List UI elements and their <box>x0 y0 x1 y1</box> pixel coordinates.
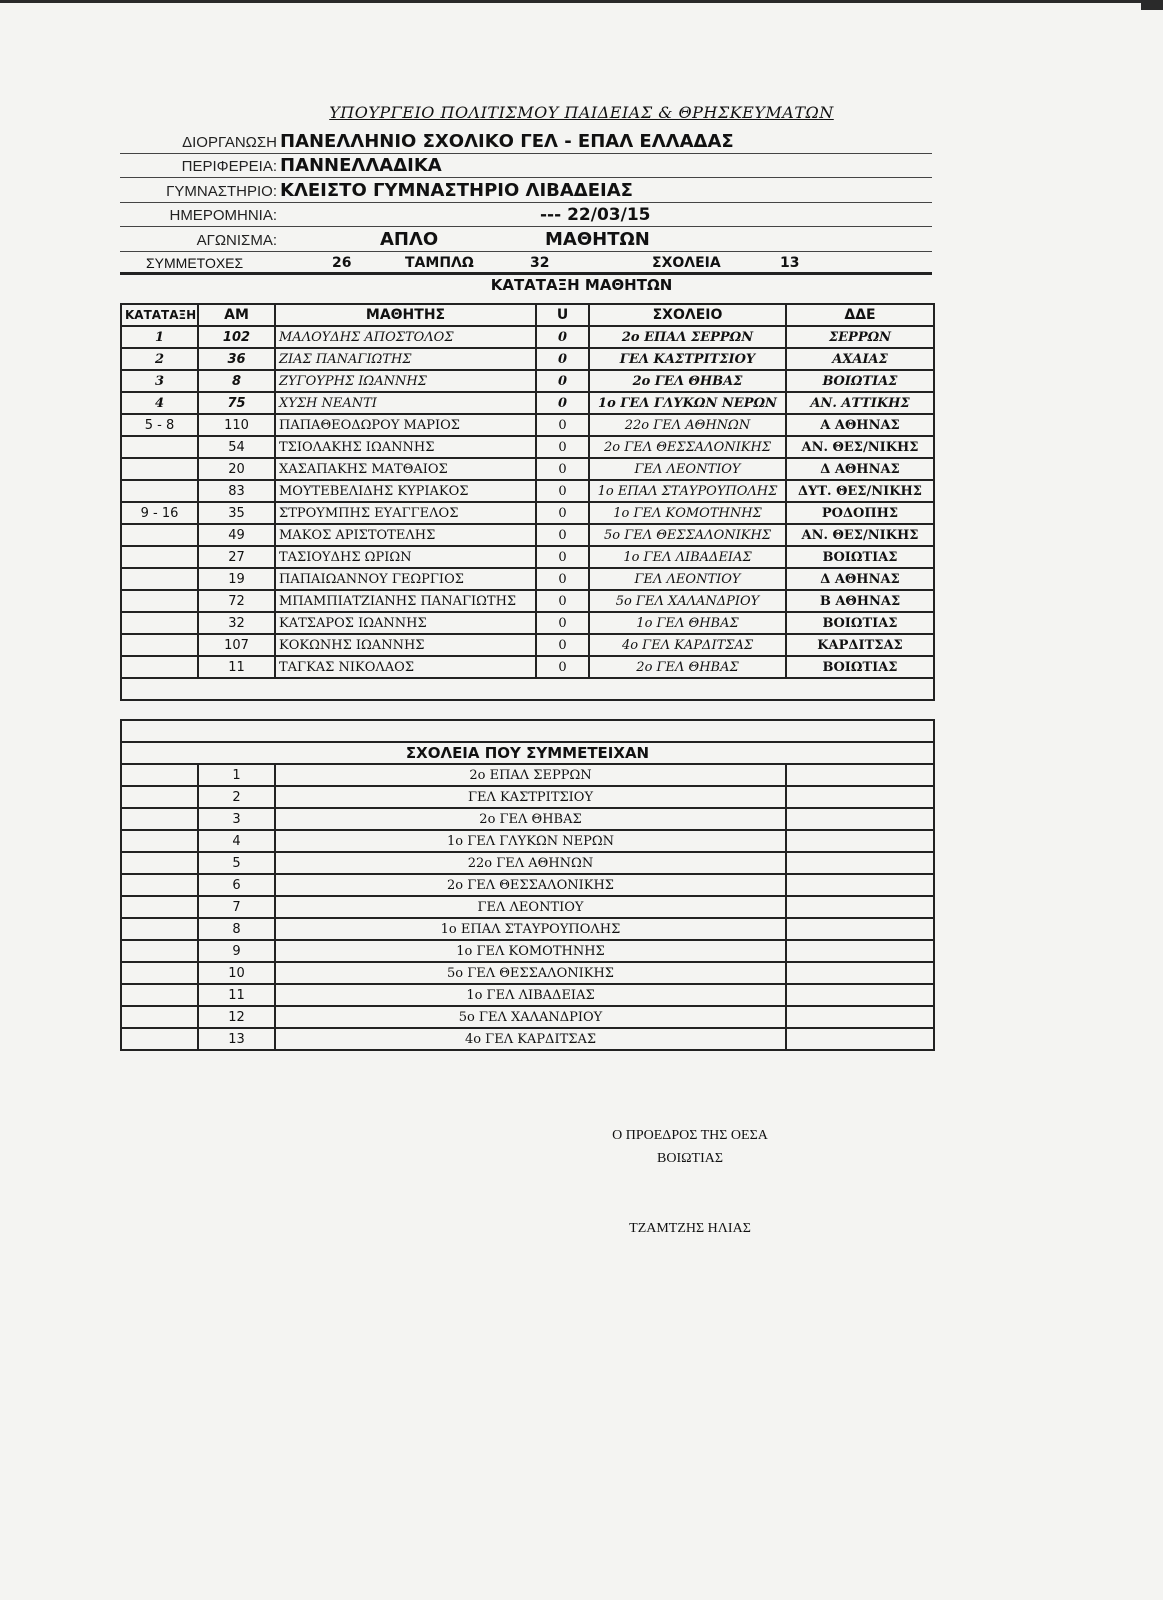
date-value: --- 22/03/15 <box>540 205 651 225</box>
school-number: 2 <box>198 786 275 808</box>
school-number: 3 <box>198 808 275 830</box>
col-header-student: ΜΑΘΗΤΗΣ <box>275 304 536 326</box>
rank-cell <box>121 568 198 590</box>
am-cell: 83 <box>198 480 275 502</box>
school-cell: 2ο ΓΕΛ ΘΗΒΑΣ <box>589 656 786 678</box>
ranking-row <box>121 392 934 414</box>
school-name: ΓΕΛ ΛΕΟΝΤΙΟΥ <box>275 896 786 918</box>
u-cell: 0 <box>536 546 589 568</box>
rank-cell: 4 <box>121 392 198 414</box>
ranking-row <box>121 546 934 568</box>
student-name-cell: ΠΑΠΑΘΕΟΔΩΡΟΥ ΜΑΡΙΟΣ <box>275 414 536 436</box>
am-cell: 102 <box>198 326 275 348</box>
header-region-row <box>120 153 932 178</box>
rank-cell: 1 <box>121 326 198 348</box>
school-cell: 1ο ΓΕΛ ΘΗΒΑΣ <box>589 612 786 634</box>
schools-count-value: 13 <box>780 255 800 271</box>
school-list-row <box>121 940 934 962</box>
rank-cell: 3 <box>121 370 198 392</box>
school-extra-cell <box>786 1028 934 1050</box>
event-type: ΑΠΛΟ <box>380 229 439 250</box>
dde-cell: ΔΥΤ. ΘΕΣ/ΝΙΚΗΣ <box>786 480 934 502</box>
ranking-row <box>121 590 934 612</box>
am-cell: 35 <box>198 502 275 524</box>
student-name-cell: ΖΥΓΟΥΡΗΣ ΙΩΑΝΝΗΣ <box>275 370 536 392</box>
student-name-cell: ΜΑΚΟΣ ΑΡΙΣΤΟΤΕΛΗΣ <box>275 524 536 546</box>
school-blank-cell <box>121 808 198 830</box>
am-cell: 49 <box>198 524 275 546</box>
ranking-row <box>121 568 934 590</box>
school-extra-cell <box>786 764 934 786</box>
student-name-cell: ΚΟΚΩΝΗΣ ΙΩΑΝΝΗΣ <box>275 634 536 656</box>
school-number: 4 <box>198 830 275 852</box>
dde-cell: ΒΟΙΩΤΙΑΣ <box>786 370 934 392</box>
header-gym-row <box>120 178 932 203</box>
student-name-cell: ΧΑΣΑΠΑΚΗΣ ΜΑΤΘΑΙΟΣ <box>275 458 536 480</box>
ranking-row <box>121 458 934 480</box>
school-name: 2ο ΓΕΛ ΘΗΒΑΣ <box>275 808 786 830</box>
header-date-row <box>120 202 932 227</box>
signature-region: ΒΟΙΩΤΙΑΣ <box>657 1151 723 1166</box>
school-extra-cell <box>786 962 934 984</box>
school-list-row <box>121 786 934 808</box>
school-cell: ΓΕΛ ΚΑΣΤΡΙΤΣΙΟΥ <box>589 348 786 370</box>
school-blank-cell <box>121 830 198 852</box>
school-name: 2ο ΓΕΛ ΘΕΣΣΑΛΟΝΙΚΗΣ <box>275 874 786 896</box>
school-list-row <box>121 896 934 918</box>
empty-cell <box>121 678 934 700</box>
rank-cell: 5 - 8 <box>121 414 198 436</box>
school-blank-cell <box>121 852 198 874</box>
dde-cell: Α ΑΘΗΝΑΣ <box>786 414 934 436</box>
rank-cell: 2 <box>121 348 198 370</box>
am-cell: 107 <box>198 634 275 656</box>
school-list-row <box>121 1006 934 1028</box>
event-category: ΜΑΘΗΤΩΝ <box>545 229 650 250</box>
school-number: 13 <box>198 1028 275 1050</box>
school-cell: 1ο ΓΕΛ ΚΟΜΟΤΗΝΗΣ <box>589 502 786 524</box>
school-extra-cell <box>786 918 934 940</box>
school-number: 9 <box>198 940 275 962</box>
school-blank-cell <box>121 1006 198 1028</box>
school-list-row <box>121 984 934 1006</box>
ranking-row <box>121 326 934 348</box>
rank-cell <box>121 634 198 656</box>
school-list-row <box>121 852 934 874</box>
student-name-cell: ΣΤΡΟΥΜΠΗΣ ΕΥΑΓΓΕΛΟΣ <box>275 502 536 524</box>
school-name: 1ο ΓΕΛ ΚΟΜΟΤΗΝΗΣ <box>275 940 786 962</box>
student-name-cell: ΤΑΓΚΑΣ ΝΙΚΟΛΑΟΣ <box>275 656 536 678</box>
ranking-table <box>120 303 935 701</box>
dde-cell: ΡΟΔΟΠΗΣ <box>786 502 934 524</box>
school-cell: ΓΕΛ ΛΕΟΝΤΙΟΥ <box>589 458 786 480</box>
school-list-row <box>121 808 934 830</box>
school-name: 5ο ΓΕΛ ΧΑΛΑΝΔΡΙΟΥ <box>275 1006 786 1028</box>
u-cell: 0 <box>536 524 589 546</box>
school-extra-cell <box>786 1006 934 1028</box>
gym-value: ΚΛΕΙΣΤΟ ΓΥΜΝΑΣΤΗΡΙΟ ΛΙΒΑΔΕΙΑΣ <box>280 180 633 201</box>
school-number: 8 <box>198 918 275 940</box>
dde-cell: ΒΟΙΩΤΙΑΣ <box>786 546 934 568</box>
u-cell: 0 <box>536 458 589 480</box>
schools-count-label: ΣΧΟΛΕΙΑ <box>652 255 721 271</box>
am-cell: 72 <box>198 590 275 612</box>
organizer-label: ΔΙΟΡΓΑΝΩΣΗ <box>182 134 277 151</box>
ranking-row <box>121 634 934 656</box>
dde-cell: Δ ΑΘΗΝΑΣ <box>786 458 934 480</box>
rank-cell <box>121 656 198 678</box>
col-header-u: U <box>536 304 589 326</box>
u-cell: 0 <box>536 502 589 524</box>
school-extra-cell <box>786 786 934 808</box>
school-name: 4ο ΓΕΛ ΚΑΡΔΙΤΣΑΣ <box>275 1028 786 1050</box>
dde-cell: ΑΝ. ΘΕΣ/ΝΙΚΗΣ <box>786 436 934 458</box>
am-cell: 54 <box>198 436 275 458</box>
school-list-row <box>121 1028 934 1050</box>
header-counts-row <box>120 250 932 275</box>
school-cell: ΓΕΛ ΛΕΟΝΤΙΟΥ <box>589 568 786 590</box>
school-blank-cell <box>121 874 198 896</box>
ranking-row <box>121 524 934 546</box>
draw-label: ΤΑΜΠΛΩ <box>405 255 474 271</box>
school-number: 12 <box>198 1006 275 1028</box>
school-list-row <box>121 918 934 940</box>
school-blank-cell <box>121 918 198 940</box>
school-extra-cell <box>786 984 934 1006</box>
school-extra-cell <box>786 896 934 918</box>
rank-cell <box>121 458 198 480</box>
school-blank-cell <box>121 764 198 786</box>
u-cell: 0 <box>536 326 589 348</box>
participants-value: 26 <box>332 255 352 271</box>
col-header-rank: ΚΑΤΑΤΑΞΗ <box>121 304 198 326</box>
ranking-header-row <box>121 304 934 326</box>
empty-row <box>121 678 934 700</box>
schools-title: ΣΧΟΛΕΙΑ ΠΟΥ ΣΥΜΜΕΤΕΙΧΑΝ <box>121 742 934 764</box>
col-header-dde: ΔΔΕ <box>786 304 934 326</box>
dde-cell: ΒΟΙΩΤΙΑΣ <box>786 656 934 678</box>
u-cell: 0 <box>536 348 589 370</box>
rank-cell <box>121 590 198 612</box>
u-cell: 0 <box>536 414 589 436</box>
am-cell: 36 <box>198 348 275 370</box>
dde-cell: ΑΧΑΙΑΣ <box>786 348 934 370</box>
header-organizer-row <box>120 129 932 154</box>
dde-cell: ΑΝ. ΘΕΣ/ΝΙΚΗΣ <box>786 524 934 546</box>
am-cell: 27 <box>198 546 275 568</box>
student-name-cell: ΜΑΛΟΥΔΗΣ ΑΠΟΣΤΟΛΟΣ <box>275 326 536 348</box>
school-number: 1 <box>198 764 275 786</box>
ranking-row <box>121 480 934 502</box>
school-blank-cell <box>121 984 198 1006</box>
col-header-am: ΑΜ <box>198 304 275 326</box>
gym-label: ΓΥΜΝΑΣΤΗΡΙΟ: <box>166 183 277 200</box>
school-number: 5 <box>198 852 275 874</box>
dde-cell: ΣΕΡΡΩΝ <box>786 326 934 348</box>
u-cell: 0 <box>536 656 589 678</box>
u-cell: 0 <box>536 612 589 634</box>
student-name-cell: ΤΣΙΟΛΑΚΗΣ ΙΩΑΝΝΗΣ <box>275 436 536 458</box>
school-number: 7 <box>198 896 275 918</box>
ministry-title: ΥΠΟΥΡΓΕΙΟ ΠΟΛΙΤΙΣΜΟΥ ΠΑΙΔΕΙΑΣ & ΘΡΗΣΚΕΥΜΑΤΩΝ <box>329 103 834 122</box>
am-cell: 11 <box>198 656 275 678</box>
spacer-row <box>121 720 934 742</box>
am-cell: 8 <box>198 370 275 392</box>
school-extra-cell <box>786 940 934 962</box>
region-value: ΠΑΝΝΕΛΛΑΔΙΚΑ <box>280 155 442 176</box>
rank-cell <box>121 524 198 546</box>
school-name: 2ο ΕΠΑΛ ΣΕΡΡΩΝ <box>275 764 786 786</box>
student-name-cell: ΚΑΤΣΑΡΟΣ ΙΩΑΝΝΗΣ <box>275 612 536 634</box>
school-list-row <box>121 962 934 984</box>
student-name-cell: ΖΙΑΣ ΠΑΝΑΓΙΩΤΗΣ <box>275 348 536 370</box>
school-name: 22ο ΓΕΛ ΑΘΗΝΩΝ <box>275 852 786 874</box>
dde-cell: ΚΑΡΔΙΤΣΑΣ <box>786 634 934 656</box>
school-cell: 1ο ΓΕΛ ΓΛΥΚΩΝ ΝΕΡΩΝ <box>589 392 786 414</box>
school-list-row <box>121 830 934 852</box>
school-number: 6 <box>198 874 275 896</box>
school-cell: 2ο ΕΠΑΛ ΣΕΡΡΩΝ <box>589 326 786 348</box>
header-event-row <box>120 227 932 252</box>
school-list-row <box>121 764 934 786</box>
u-cell: 0 <box>536 392 589 414</box>
ranking-row <box>121 502 934 524</box>
school-cell: 1ο ΓΕΛ ΛΙΒΑΔΕΙΑΣ <box>589 546 786 568</box>
ranking-row <box>121 414 934 436</box>
u-cell: 0 <box>536 590 589 612</box>
student-name-cell: ΠΑΠΑΙΩΑΝΝΟΥ ΓΕΩΡΓΙΟΣ <box>275 568 536 590</box>
school-name: 1ο ΕΠΑΛ ΣΤΑΥΡΟΥΠΟΛΗΣ <box>275 918 786 940</box>
draw-value: 32 <box>530 255 550 271</box>
u-cell: 0 <box>536 480 589 502</box>
school-extra-cell <box>786 852 934 874</box>
dde-cell: Β ΑΘΗΝΑΣ <box>786 590 934 612</box>
student-name-cell: ΧΥΣΗ ΝΕΑΝΤΙ <box>275 392 536 414</box>
school-cell: 22ο ΓΕΛ ΑΘΗΝΩΝ <box>589 414 786 436</box>
organizer-value: ΠΑΝΕΛΛΗΝΙΟ ΣΧΟΛΙΚΟ ΓΕΛ - ΕΠΑΛ ΕΛΛΑΔΑΣ <box>280 131 734 152</box>
ranking-row <box>121 612 934 634</box>
am-cell: 75 <box>198 392 275 414</box>
event-label: ΑΓΩΝΙΣΜΑ: <box>196 232 277 249</box>
u-cell: 0 <box>536 436 589 458</box>
u-cell: 0 <box>536 568 589 590</box>
am-cell: 20 <box>198 458 275 480</box>
rank-cell <box>121 480 198 502</box>
school-cell: 4ο ΓΕΛ ΚΑΡΔΙΤΣΑΣ <box>589 634 786 656</box>
school-name: 1ο ΓΕΛ ΓΛΥΚΩΝ ΝΕΡΩΝ <box>275 830 786 852</box>
participants-label: ΣΥΜΜΕΤΟΧΕΣ <box>146 255 244 271</box>
schools-title-row <box>121 742 934 764</box>
ranking-row <box>121 656 934 678</box>
school-cell: 5ο ΓΕΛ ΘΕΣΣΑΛΟΝΙΚΗΣ <box>589 524 786 546</box>
school-cell: 1ο ΕΠΑΛ ΣΤΑΥΡΟΥΠΟΛΗΣ <box>589 480 786 502</box>
school-blank-cell <box>121 1028 198 1050</box>
am-cell: 110 <box>198 414 275 436</box>
signature-title: Ο ΠΡΟΕΔΡΟΣ ΤΗΣ ΟΕΣΑ <box>612 1128 768 1143</box>
u-cell: 0 <box>536 370 589 392</box>
school-extra-cell <box>786 808 934 830</box>
dde-cell: ΒΟΙΩΤΙΑΣ <box>786 612 934 634</box>
school-cell: 5ο ΓΕΛ ΧΑΛΑΝΔΡΙΟΥ <box>589 590 786 612</box>
signature-name: ΤΖΑΜΤΖΗΣ ΗΛΙΑΣ <box>629 1221 751 1236</box>
dde-cell: ΑΝ. ΑΤΤΙΚΗΣ <box>786 392 934 414</box>
ranking-row <box>121 370 934 392</box>
date-label: ΗΜΕΡΟΜΗΝΙΑ: <box>169 207 277 224</box>
ranking-title: ΚΑΤΑΤΑΞΗ ΜΑΘΗΤΩΝ <box>490 276 673 294</box>
school-list-row <box>121 874 934 896</box>
school-blank-cell <box>121 940 198 962</box>
school-name: 1ο ΓΕΛ ΛΙΒΑΔΕΙΑΣ <box>275 984 786 1006</box>
am-cell: 19 <box>198 568 275 590</box>
school-blank-cell <box>121 962 198 984</box>
rank-cell <box>121 612 198 634</box>
school-extra-cell <box>786 830 934 852</box>
school-blank-cell <box>121 896 198 918</box>
school-cell: 2ο ΓΕΛ ΘΕΣΣΑΛΟΝΙΚΗΣ <box>589 436 786 458</box>
am-cell: 32 <box>198 612 275 634</box>
school-extra-cell <box>786 874 934 896</box>
school-number: 10 <box>198 962 275 984</box>
rank-cell <box>121 436 198 458</box>
school-name: ΓΕΛ ΚΑΣΤΡΙΤΣΙΟΥ <box>275 786 786 808</box>
school-blank-cell <box>121 786 198 808</box>
school-name: 5ο ΓΕΛ ΘΕΣΣΑΛΟΝΙΚΗΣ <box>275 962 786 984</box>
col-header-school: ΣΧΟΛΕΙΟ <box>589 304 786 326</box>
school-cell: 2ο ΓΕΛ ΘΗΒΑΣ <box>589 370 786 392</box>
rank-cell <box>121 546 198 568</box>
schools-table <box>120 719 935 1051</box>
dde-cell: Δ ΑΘΗΝΑΣ <box>786 568 934 590</box>
u-cell: 0 <box>536 634 589 656</box>
ranking-row <box>121 436 934 458</box>
scan-top-edge <box>0 0 1163 3</box>
student-name-cell: ΜΟΥΤΕΒΕΛΙΔΗΣ ΚΥΡΙΑΚΟΣ <box>275 480 536 502</box>
student-name-cell: ΤΑΣΙΟΥΔΗΣ ΩΡΙΩΝ <box>275 546 536 568</box>
rank-cell: 9 - 16 <box>121 502 198 524</box>
scan-corner-mark <box>1141 0 1163 10</box>
school-number: 11 <box>198 984 275 1006</box>
ranking-row <box>121 348 934 370</box>
region-label: ΠΕΡΙΦΕΡΕΙΑ: <box>181 158 277 175</box>
student-name-cell: ΜΠΑΜΠΙΑΤΖΙΑΝΗΣ ΠΑΝΑΓΙΩΤΗΣ <box>275 590 536 612</box>
